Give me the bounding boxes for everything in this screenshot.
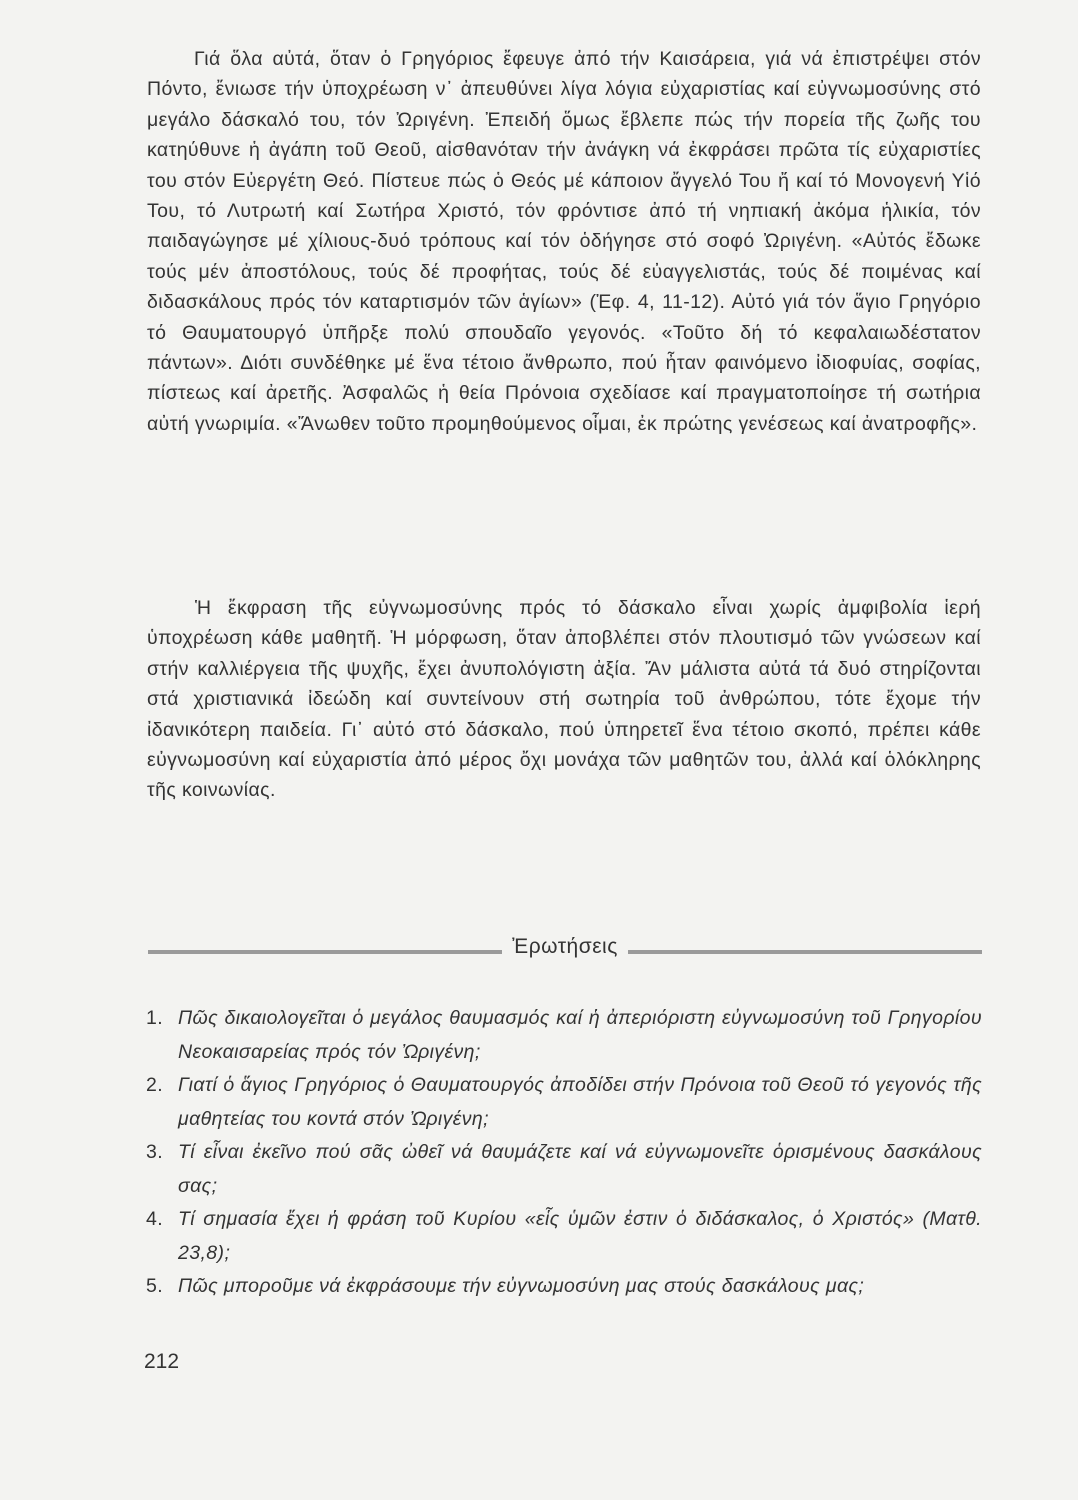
heading-rule-right [628, 950, 982, 954]
question-number: 2. [146, 1074, 164, 1096]
questions-heading [148, 935, 982, 959]
question-text: Πῶς δικαιολογεῖται ὁ μεγάλος θαυμασμός καί ἡ ἀπεριόριστη εὐγνωμοσύνη τοῦ Γρηγορίου Νεοκαισαρείας πρός τόν Ὠριγένη; [178, 1007, 982, 1063]
question-text: Τί σημασία ἔχει ἡ φράση τοῦ Κυρίου «εἷς ὑμῶν ἐστιν ὁ διδάσκαλος, ὁ Χριστός» (Ματθ. 23,8); [178, 1208, 982, 1264]
questions-list [148, 1002, 982, 1304]
question-item [148, 1270, 982, 1304]
question-text: Τί εἶναι ἐκεῖνο πού σᾶς ὠθεῖ νά θαυμάζετε καί νά εὐγνωμονεῖτε ὁρισμένους δασκάλους σας; [178, 1141, 982, 1197]
question-text: Πῶς μποροῦμε νά ἐκφράσουμε τήν εὐγνωμοσύνη μας στούς δασκάλους μας; [178, 1275, 865, 1297]
question-number: 1. [146, 1007, 164, 1029]
question-number: 3. [146, 1141, 164, 1163]
question-item [148, 1002, 982, 1069]
question-number: 4. [146, 1208, 164, 1230]
question-number: 5. [146, 1275, 164, 1297]
heading-rule-left [148, 950, 502, 954]
questions-heading-text: Ἐρωτήσεις [512, 935, 618, 958]
question-item [148, 1069, 982, 1136]
body-paragraph-1: Γιά ὅλα αὐτά, ὅταν ὁ Γρηγόριος ἔφευγε ἀπό τήν Καισάρεια, γιά νά ἐπιστρέψει στόν Πόντο, ἔνιωσε τήν ὑποχρέωση ν᾽ ἀπευθύνει λίγα λόγια εὐχαριστίας καί εὐγνωμοσύνης στό μεγάλο δάσκαλό του, τόν Ὠριγένη. Ἐπειδή ὅμως ἔβλεπε πώς τήν πορεία τῆς ζωῆς του κατηύθυνε ἡ ἀγάπη τοῦ Θεοῦ, αἰσθανόταν τήν ἀνάγκη νά ἐκφράσει πρῶτα τίς εὐχαριστίες του στόν Εὐεργέτη Θεό. Πίστευε πώς ὁ Θεός μέ κάποιον ἄγγελό Του ἤ καί τό Μονογενή Υἱό Του, τό Λυτρωτή καί Σωτήρα Χριστό, τόν φρόντισε ἀπό τή νηπιακή ἀκόμα ἡλικία, τόν παιδαγώγησε μέ χίλιους-δυό τρόπους καί τόν ὁδήγησε στό σοφό Ὠριγένη. «Αὐτός ἔδωκε τούς μέν ἀποστόλους, τούς δέ προφήτας, τούς δέ εὐαγγελιστάς, τούς δέ ποιμένας καί διδασκάλους πρός τόν καταρτισμόν τῶν ἁγίων» (Ἐφ. 4, 11-12). Αὐτό γιά τόν ἅγιο Γρηγόριο τό Θαυματουργό ὑπῆρξε πολύ σπουδαῖο γεγονός. «Τοῦτο δή τό κεφαλαιωδέστατον πάντων». Διότι συνδέθηκε μέ ἕνα τέτοιο ἄνθρωπο, πού ἦταν φαινόμενο ἰδιοφυίας, σοφίας, πίστεως καί ἀρετῆς. Ἀσφαλῶς ἡ θεία Πρόνοια σχεδίασε καί πραγματοποίησε τή σωτήρια αὐτή γνωριμία. «Ἄνωθεν τοῦτο προμηθούμενος οἶμαι, ἐκ πρώτης γενέσεως καί ἀνατροφῆς». [147, 48, 981, 435]
body-paragraph-2: Ἡ ἔκφραση τῆς εὐγνωμοσύνης πρός τό δάσκαλο εἶναι χωρίς ἀμφιβολία ἱερή ὑποχρέωση κάθε μαθητῆ. Ἡ μόρφωση, ὅταν ἀποβλέπει στόν πλουτισμό τῶν γνώσεων καί στήν καλλιέργεια τῆς ψυχῆς, ἔχει ἀνυπολόγιστη ἀξία. Ἄν μάλιστα αὐτά τά δυό στηρίζονται στά χριστιανικά ἰδεώδη καί συντείνουν στή σωτηρία τοῦ ἀνθρώπου, τότε ἔχομε τήν ἰδανικότερη παιδεία. Γι᾽ αὐτό στό δάσκαλο, πού ὑπηρετεῖ ἕνα τέτοιο σκοπό, πρέπει κάθε εὐγνωμοσύνη καί εὐχαριστία ἀπό μέρος ὄχι μονάχα τῶν μαθητῶν του, ἀλλά καί ὁλόκληρης τῆς κοινωνίας. [147, 597, 981, 802]
question-text: Γιατί ὁ ἅγιος Γρηγόριος ὁ Θαυματουργός ἀποδίδει στήν Πρόνοια τοῦ Θεοῦ τό γεγονός τῆς μαθητείας του κοντά στόν Ὠριγένη; [178, 1074, 982, 1130]
page-number: 212 [144, 1350, 180, 1373]
question-item [148, 1203, 982, 1270]
question-item [148, 1136, 982, 1203]
